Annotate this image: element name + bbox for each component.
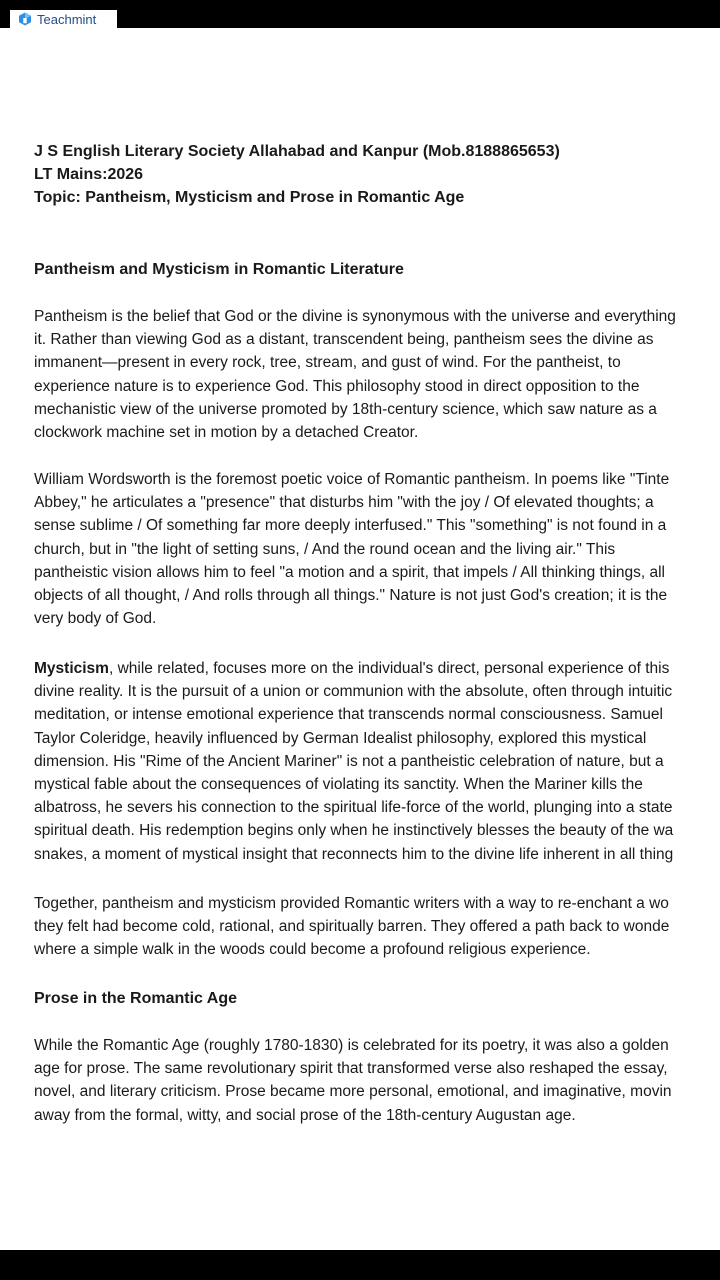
paragraph-mysticism [34,657,720,866]
paragraph-pantheism [34,305,720,444]
text-line: age for prose. The same revolutionary spirit that transformed verse also reshaped the essay, [34,1060,668,1078]
text-line: mystical fable about the consequences of violating its sanctity. When the Mariner kills the [34,776,643,794]
brand-name: Teachmint [37,11,97,27]
topic-title: Topic: Pantheism, Mysticism and Prose in Romantic Age [34,189,465,206]
text-line: dimension. His "Rime of the Ancient Mariner" is not a pantheistic celebration of nature, but a [34,752,664,770]
bottom-bar [0,1250,720,1280]
text-line: church, but in "the light of setting suns, / And the round ocean and the living air." This [34,540,616,558]
text-line: sense sublime / Of something far more deeply interfused." This "something" is not found in a [34,517,667,535]
text-line: William Wordsworth is the foremost poetic voice of Romantic pantheism. In poems like "Tinte [34,471,670,488]
text-line: it. Rather than viewing God as a distant, transcendent being, pantheism sees the divine as [34,331,654,349]
text-line: very body of God. [34,610,157,628]
paragraph-together [34,892,720,962]
text-line: pantheistic vision allows him to feel "a motion and a spirit, that impels / All thinking things, all [34,563,665,581]
text-line: objects of all thought, / And rolls through all things." Nature is not just God's creation; it is the [34,587,668,605]
text-line: they felt had become cold, rational, and spiritually barren. They offered a path back to wonde [34,918,670,936]
exam-title: LT Mains:2026 [34,166,144,183]
mysticism-term: Mysticism [34,660,109,677]
text-line: Together, pantheism and mysticism provided Romantic writers with a way to re-enchant a wo [34,895,669,912]
teachmint-logo-icon [18,12,32,26]
text-line: Taylor Coleridge, heavily influenced by German Idealist philosophy, explored this mystical [34,729,647,747]
text-line: where a simple walk in the woods could become a profound religious experience. [34,941,591,959]
text-line: away from the formal, witty, and social prose of the 18th-century Augustan age. [34,1106,576,1124]
text-line: immanent—present in every rock, tree, stream, and gust of wind. For the pantheist, to [34,354,621,372]
text-line: experience nature is to experience God. This philosophy stood in direct opposition to the [34,377,640,395]
paragraph-prose [34,1034,720,1127]
text-line: novel, and literary criticism. Prose became more personal, emotional, and imaginative, movin [34,1083,672,1101]
text-line: spiritual death. His redemption begins only when he instinctively blesses the beauty of the wa [34,822,674,840]
text-line: snakes, a moment of mystical insight that reconnects him to the divine life inherent in all thing [34,845,674,863]
text-line: divine reality. It is the pursuit of a union or communion with the absolute, often through intuitic [34,683,673,701]
section-heading-prose: Prose in the Romantic Age [34,990,237,1007]
paragraph-wordsworth [34,468,720,630]
text-line: Abbey," he articulates a "presence" that disturbs him "with the joy / Of elevated thoughts; a [34,494,654,512]
document-page [34,0,720,1250]
text-line: Pantheism is the belief that God or the divine is synonymous with the universe and everything [34,308,676,325]
text-line: clockwork machine set in motion by a detached Creator. [34,424,419,442]
society-title: J S English Literary Society Allahabad and Kanpur (Mob.8188865653) [34,143,560,160]
text-line: albatross, he severs his connection to the spiritual life-force of the world, plunging into a state [34,799,673,817]
text-line: mechanistic view of the universe promoted by 18th-century science, which saw nature as a [34,400,657,418]
text-line [34,657,720,680]
text-line: meditation, or intense emotional experience that transcends normal consciousness. Samuel [34,706,663,724]
text-line: While the Romantic Age (roughly 1780-1830) is celebrated for its poetry, it was also a golden [34,1037,669,1054]
text-span: , while related, focuses more on the individual's direct, personal experience of this [108,660,670,677]
section-heading-pantheism: Pantheism and Mysticism in Romantic Literature [34,261,404,278]
